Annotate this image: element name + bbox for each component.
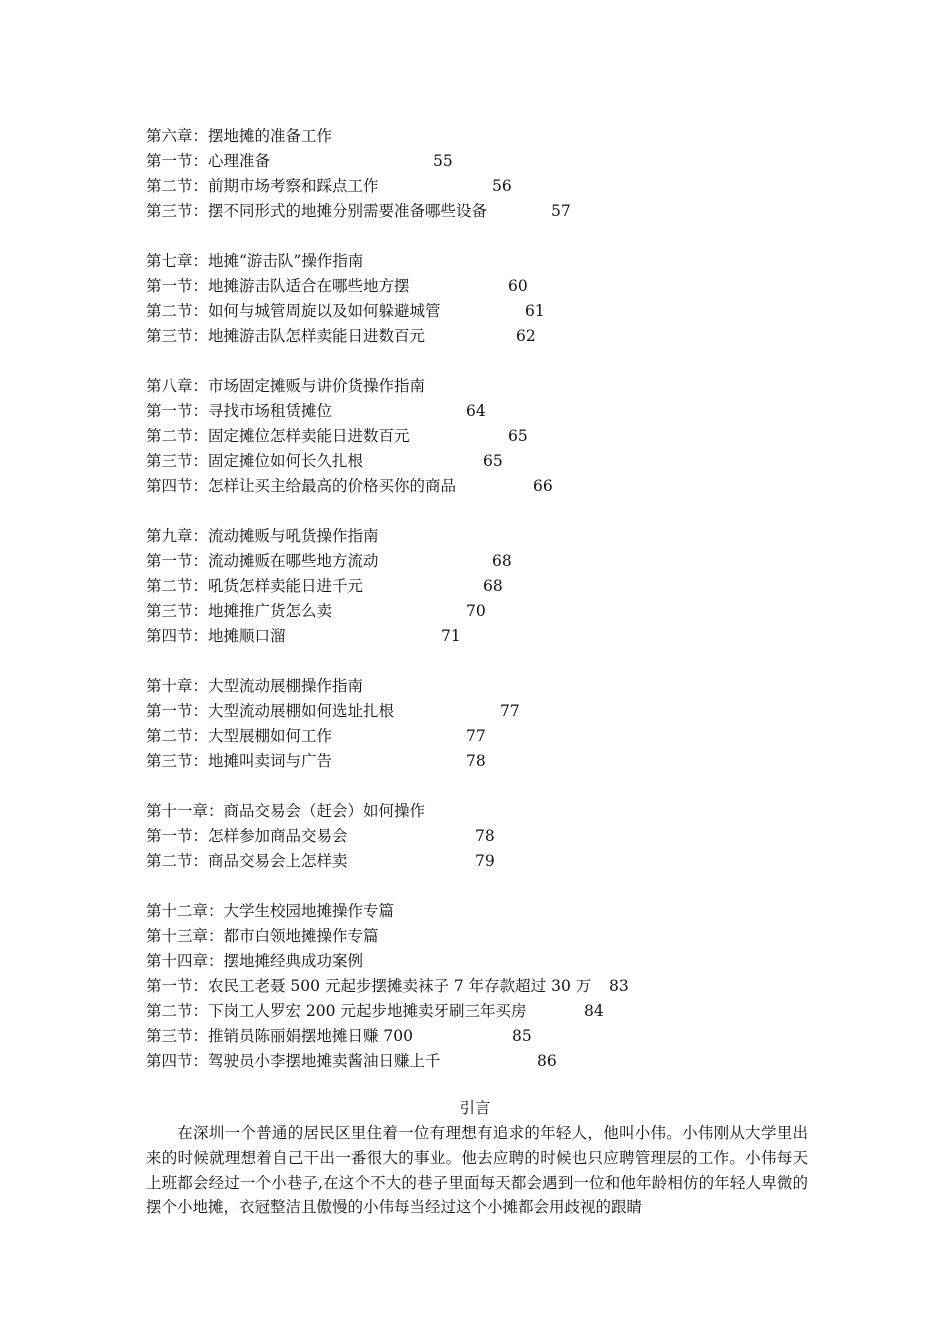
toc-entry [146,274,826,299]
section-label: 第三节：地摊游击队怎样卖能日进数百元 [146,327,426,345]
page-number: 61 [525,302,545,320]
section-label: 第三节：推销员陈丽娟摆地摊日赚 700 [146,1027,414,1045]
section-label: 第三节：地摊推广货怎么卖 [146,602,333,620]
chapter-title: 第十一章：商品交易会（赶会）如何操作 [146,802,426,820]
toc-entry [146,849,826,874]
section-label: 第二节：前期市场考察和踩点工作 [146,177,379,195]
page-number: 68 [483,577,503,595]
toc-entry [146,724,826,749]
section-label: 第一节：寻找市场租赁摊位 [146,402,333,420]
toc-entry [146,1024,826,1049]
chapter-title: 第十二章：大学生校园地摊操作专篇 [146,902,395,920]
chapter-title: 第七章：地摊“游击队”操作指南 [146,252,364,270]
page-number: 66 [533,477,553,495]
section-label: 第二节：固定摊位怎样卖能日进数百元 [146,427,410,445]
section-label: 第四节：地摊顺口溜 [146,627,286,645]
section-label: 第二节：下岗工人罗宏 200 元起步地摊卖牙刷三年买房 [146,1002,527,1020]
page-number: 86 [537,1052,557,1070]
page-number: 56 [492,177,512,195]
toc-entry [146,624,826,649]
toc-entry [146,999,826,1024]
page-number: 79 [475,852,495,870]
toc-entry [146,324,826,349]
page-number: 83 [609,977,629,995]
toc-entry [146,824,826,849]
toc-entry [146,399,826,424]
page-number: 78 [466,752,486,770]
chapter-title: 第十章：大型流动展棚操作指南 [146,677,364,695]
section-label: 第一节：大型流动展棚如何选址扎根 [146,702,395,720]
toc-entry [146,1049,826,1074]
page-number: 77 [466,727,486,745]
toc-entry [146,549,826,574]
chapter-title: 第八章：市场固定摊贩与讲价货操作指南 [146,377,426,395]
section-label: 第四节：驾驶员小李摆地摊卖酱油日赚上千 [146,1052,441,1070]
section-label: 第一节：心理准备 [146,152,271,170]
toc-entry [146,174,826,199]
page-number: 57 [551,202,571,220]
page-number: 60 [508,277,528,295]
section-label: 第一节：流动摊贩在哪些地方流动 [146,552,379,570]
page-number: 78 [475,827,495,845]
toc-entry [146,474,826,499]
section-label: 第一节：地摊游击队适合在哪些地方摆 [146,277,410,295]
section-label: 第四节：怎样让买主给最高的价格买你的商品 [146,477,457,495]
toc-entry [146,149,826,174]
page-number: 77 [500,702,520,720]
page-number: 71 [441,627,461,645]
toc-entry [146,574,826,599]
chapter-title: 第六章：摆地摊的准备工作 [146,127,333,145]
page-number: 65 [508,427,528,445]
page-number: 68 [492,552,512,570]
section-label: 第一节：农民工老聂 500 元起步摆摊卖袜子 7 年存款超过 30 万 [146,977,592,995]
intro-text: 在深圳一个普通的居民区里住着一位有理想有追求的年轻人，他叫小伟。小伟刚从大学里出来的时候就理想着自己干出一番很大的事业。他去应聘的时候也只应聘管理层的工作。小伟每天上班都会经过一个小巷子,在这个不大的巷子里面每天都会遇到一位和他年龄相仿的年轻人卑微的摆个小地摊，衣冠整洁且傲慢的小伟每当经过这个小摊都会用歧视的跟睛 [146,1124,808,1217]
section-label: 第二节：大型展棚如何工作 [146,727,333,745]
chapter-title: 第九章：流动摊贩与吼货操作指南 [146,527,379,545]
section-label: 第一节：怎样参加商品交易会 [146,827,348,845]
toc-entry [146,199,826,224]
section-label: 第二节：商品交易会上怎样卖 [146,852,348,870]
page-number: 64 [466,402,486,420]
toc-entry [146,424,826,449]
section-label: 第三节：地摊叫卖词与广告 [146,752,333,770]
toc-entry [146,449,826,474]
section-label: 第二节：吼货怎样卖能日进千元 [146,577,364,595]
table-of-contents [146,124,826,1074]
section-label: 第三节：固定摊位如何长久扎根 [146,452,364,470]
intro-title: 引言 [459,1099,491,1117]
page-number: 70 [466,602,486,620]
page-number: 55 [433,152,453,170]
chapter-title: 第十四章：摆地摊经典成功案例 [146,952,364,970]
page-number: 85 [512,1027,532,1045]
section-label: 第三节：摆不同形式的地摊分别需要准备哪些设备 [146,202,488,220]
page-number: 62 [516,327,536,345]
page-number: 84 [584,1002,604,1020]
toc-entry [146,599,826,624]
section-label: 第二节：如何与城管周旋以及如何躲避城管 [146,302,441,320]
toc-entry [146,749,826,774]
toc-entry [146,699,826,724]
page-number: 65 [483,452,503,470]
intro-paragraph [146,1121,808,1220]
toc-entry [146,299,826,324]
chapter-title: 第十三章：都市白领地摊操作专篇 [146,927,379,945]
toc-entry [146,974,826,999]
